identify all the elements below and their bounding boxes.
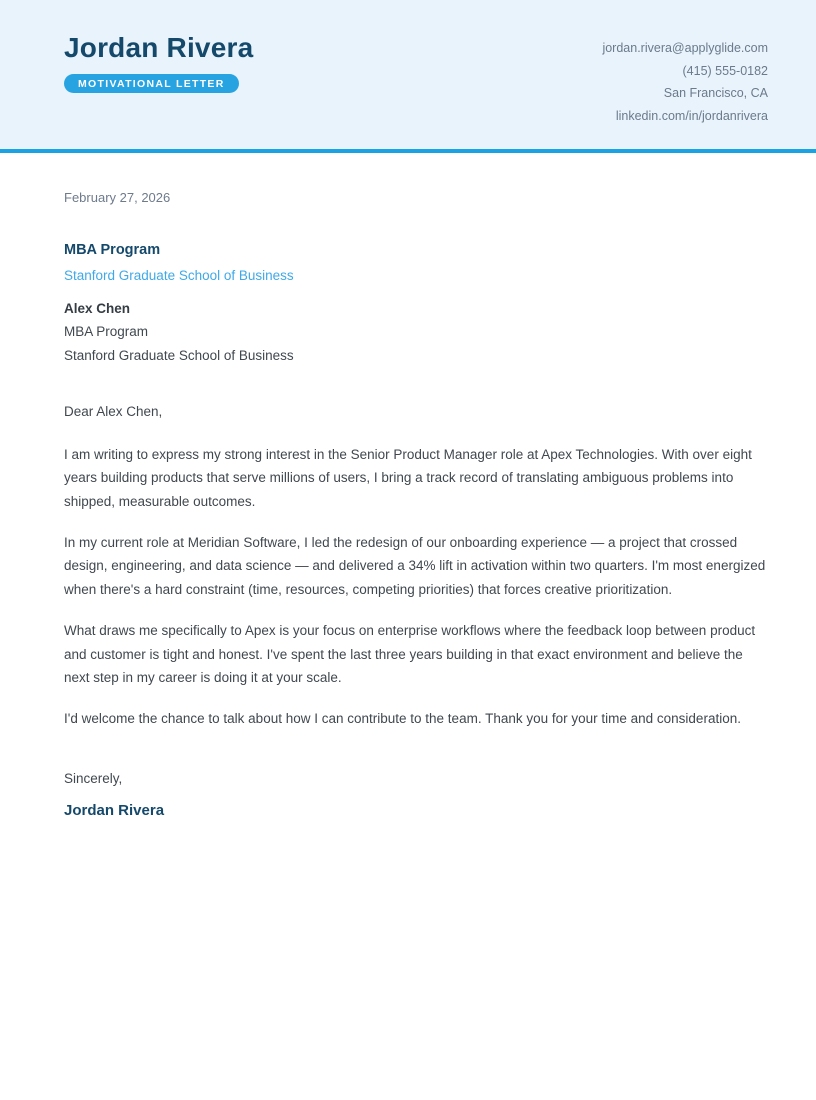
recipient-program-heading: MBA Program [64, 242, 161, 258]
letter-date: February 27, 2026 [64, 190, 171, 205]
letter-paragraph: I am writing to express my strong interest in the Senior Product Manager role at Apex Technologies. With over eight years building products that serve millions of users, I bring a track record of translating ambiguous problems into shipped, measurable outcomes. [64, 446, 752, 509]
recipient-block [64, 242, 768, 367]
letter-paragraph: In my current role at Meridian Software, I led the redesign of our onboarding experience — a project that crossed design, engineering, and data science — and delivered a 34% lift in activation within two quarters. I'm most energized when there's a hard constraint (time, resources, competing priorities) that forces creative prioritization. [64, 534, 766, 598]
page-title: Jordan Rivera [64, 32, 254, 63]
salutation: Dear Alex Chen, [64, 403, 163, 419]
contact-location: San Francisco, CA [663, 86, 768, 101]
contact-info [602, 33, 768, 128]
letter-paragraph: I'd welcome the chance to talk about how I can contribute to the team. Thank you for your time and consideration. [64, 710, 741, 726]
letter-paragraph: What draws me specifically to Apex is your focus on enterprise workflows where the feedback loop between product and customer is tight and honest. I've spent the last three years building in that exact environment and believe the next step in my career is doing it at your scale. [64, 622, 756, 686]
header-identity [64, 33, 253, 93]
header [0, 0, 816, 153]
recipient-contact-org: Stanford Graduate School of Business [64, 347, 294, 363]
recipient-contact-role: MBA Program [64, 324, 149, 340]
contact-phone: (415) 555-0182 [682, 63, 768, 78]
document-type-badge: MOTIVATIONAL LETTER [64, 74, 239, 94]
recipient-school-link[interactable]: Stanford Graduate School of Business [64, 268, 294, 283]
letter-body [0, 153, 816, 820]
recipient-contact-block [64, 297, 768, 367]
contact-email: jordan.rivera@applyglide.com [602, 41, 768, 55]
signature: Jordan Rivera [64, 802, 165, 820]
closing: Sincerely, [64, 770, 123, 786]
contact-linkedin: linkedin.com/in/jordanrivera [615, 109, 768, 124]
recipient-contact-name: Alex Chen [64, 301, 131, 316]
